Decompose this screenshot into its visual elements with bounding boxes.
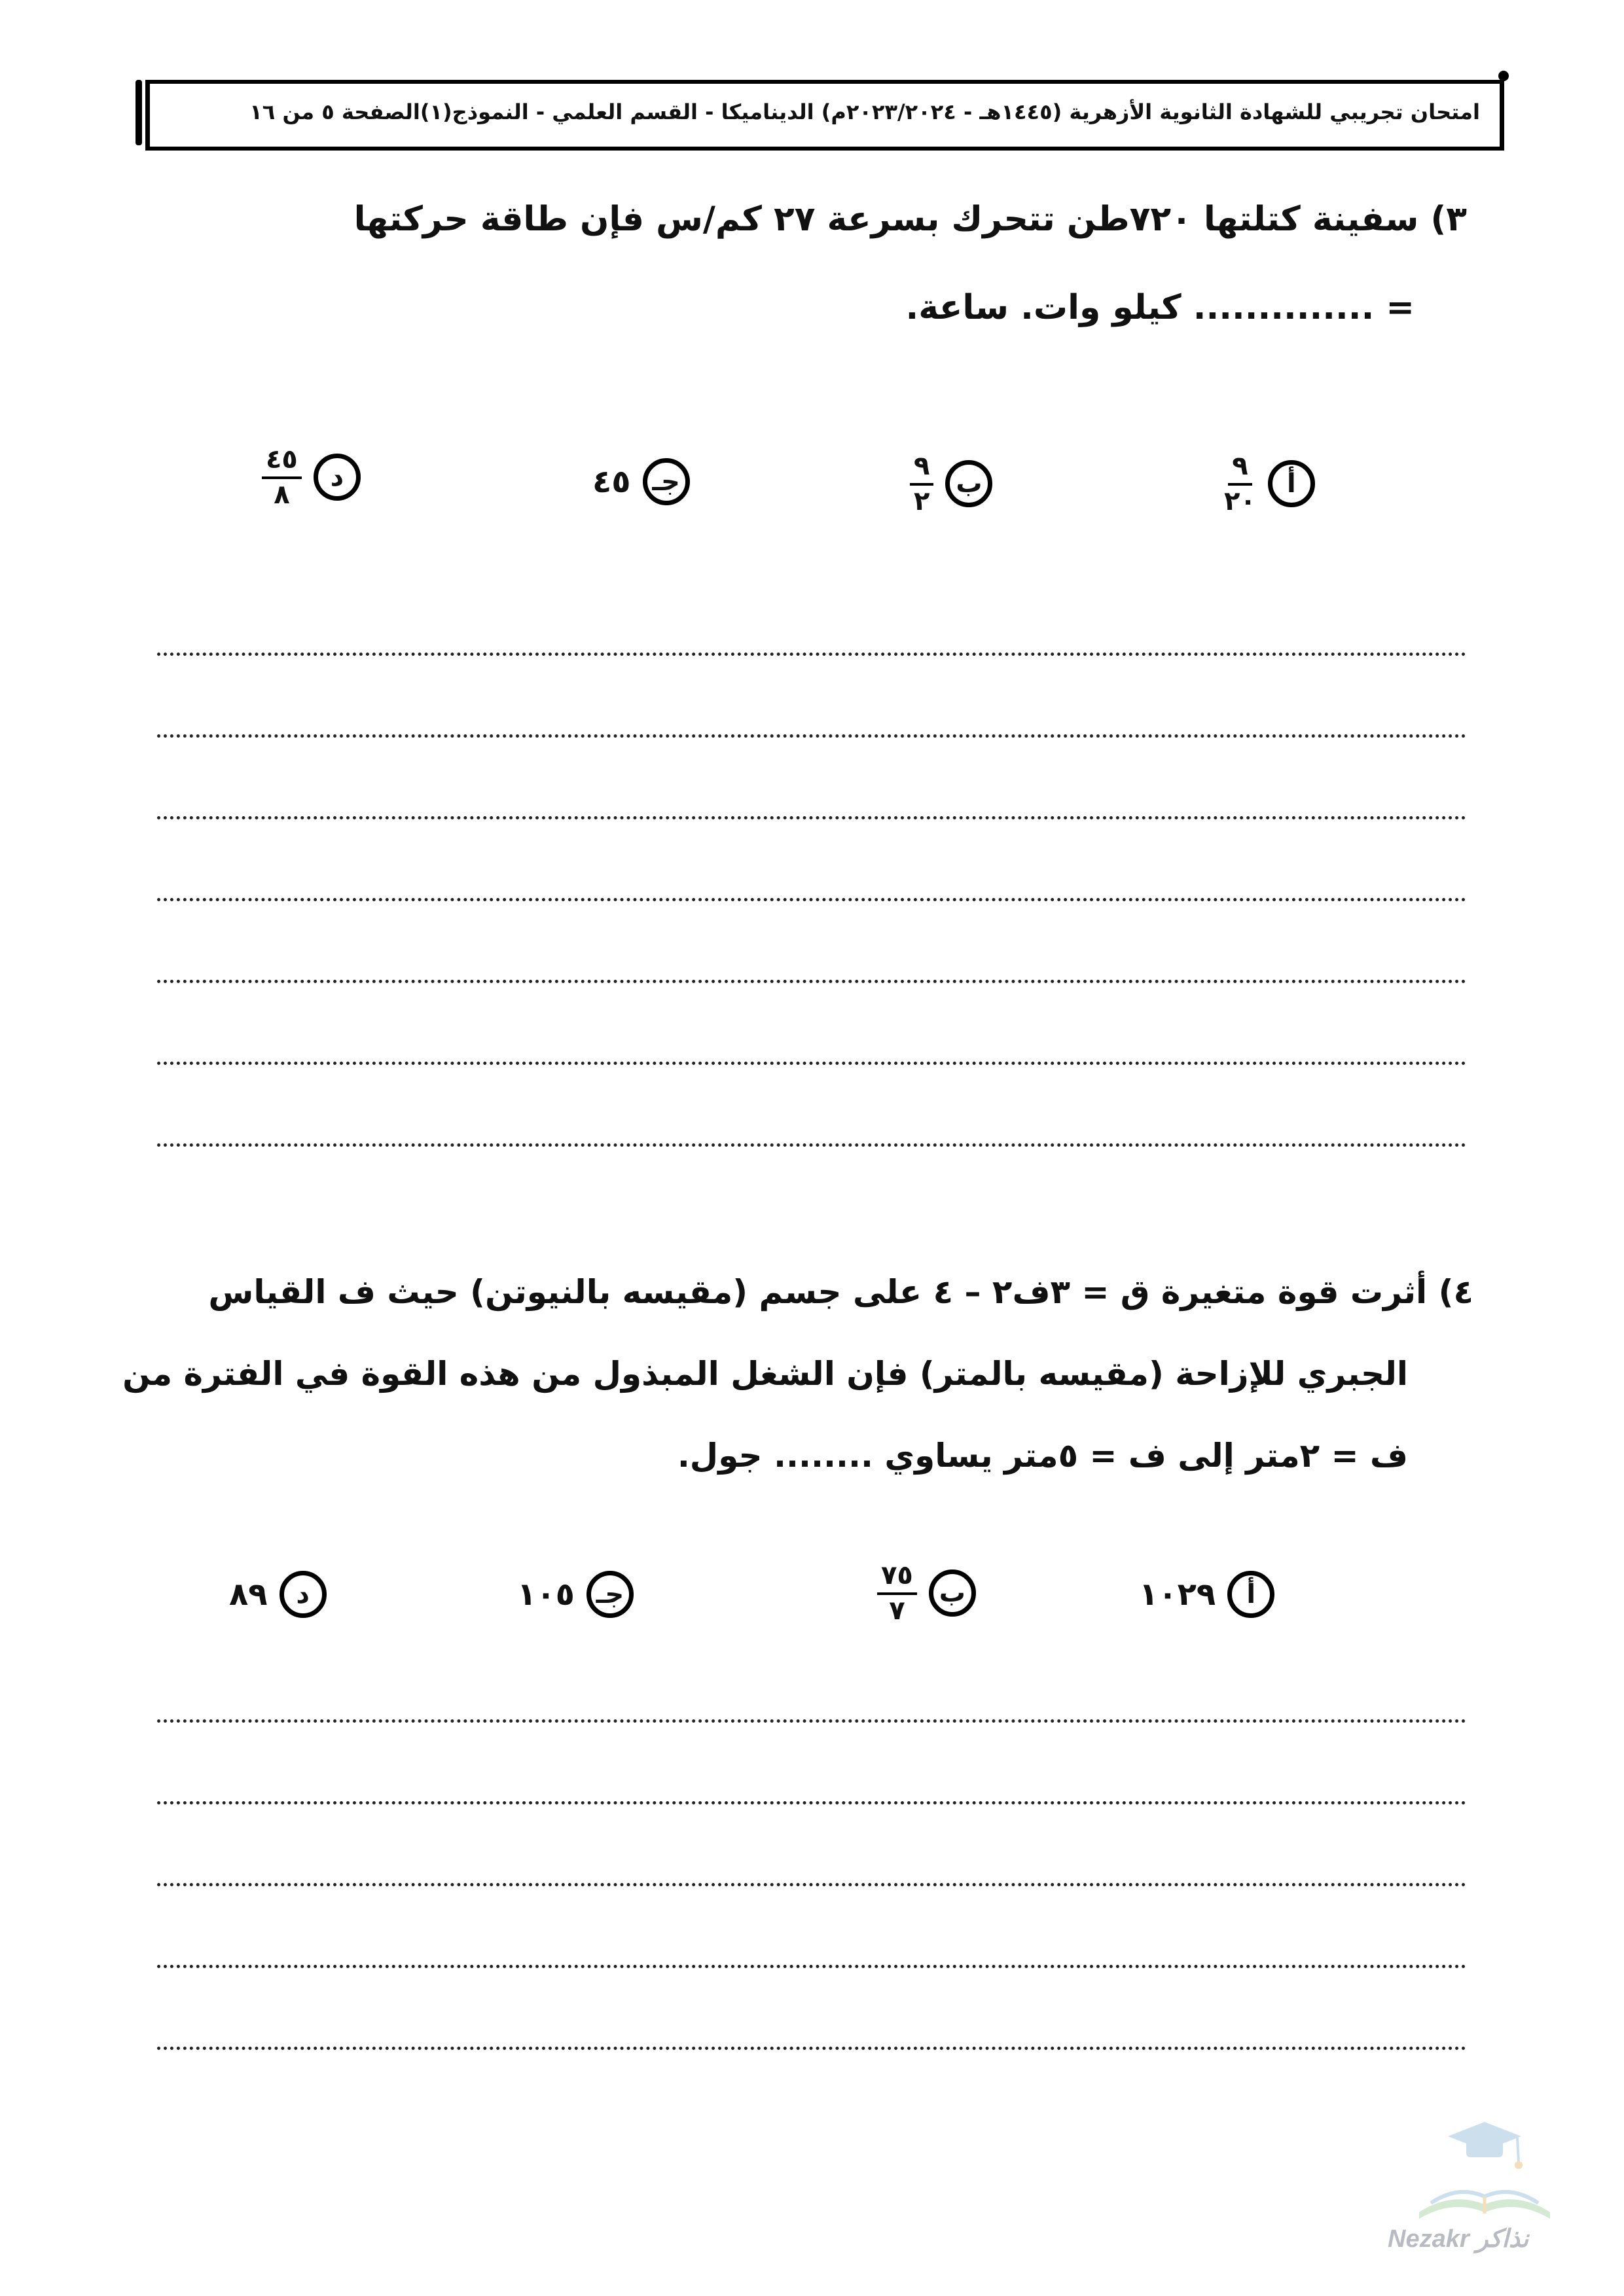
answer-line[interactable]	[157, 645, 1466, 656]
answer-line[interactable]	[157, 1054, 1466, 1065]
answer-line[interactable]	[157, 890, 1466, 901]
q3-option-a[interactable]	[1224, 452, 1315, 516]
q4-option-a[interactable]	[1139, 1571, 1274, 1618]
option-fraction: $\frac{٤٥}{٨}$	[262, 445, 302, 509]
option-letter-circle: ب	[929, 1570, 976, 1617]
option-letter-circle: جـ	[586, 1571, 634, 1618]
question-3-line-1: ٣) سفينة كتلتها ٧٢٠طن تتحرك بسرعة ٢٧ كم/س فإن طاقة حركتها	[353, 200, 1467, 239]
q4-option-b[interactable]	[877, 1561, 976, 1625]
option-value: ٤٥	[592, 463, 631, 500]
question-3-line-2: = .............. كيلو وات. ساعة.	[905, 288, 1415, 327]
q4-option-d[interactable]	[229, 1571, 327, 1618]
option-fraction: $\frac{٧٥}{٧}$	[877, 1561, 917, 1625]
q3-option-c[interactable]	[592, 458, 690, 505]
question-4-line-1: ٤) أثرت قوة متغيرة ق = ٣ف٢ – ٤ على جسم (مقيسه بالنيوتن) حيث ف القياس	[208, 1273, 1473, 1311]
watermark-text: Nezakr نذاكر	[1388, 2225, 1529, 2253]
q4-option-c[interactable]	[517, 1571, 634, 1618]
answer-line[interactable]	[157, 808, 1466, 819]
question-4-line-2: الجبري للإزاحة (مقيسه بالمتر) فإن الشغل المبذول من هذه القوة في الفترة من	[122, 1355, 1408, 1393]
question-4-line-3: ف = ٢متر إلى ف = ٥متر يساوي ........ جول.	[677, 1437, 1408, 1475]
option-fraction: $\frac{٩}{٢٠}$	[1224, 451, 1256, 516]
answer-line[interactable]	[157, 1875, 1466, 1886]
option-value: ١٠٢٩	[1139, 1576, 1216, 1613]
option-value: ٨٩	[229, 1576, 268, 1613]
q3-option-d[interactable]	[262, 445, 361, 509]
option-value: ١٠٥	[517, 1576, 575, 1613]
answer-line[interactable]	[157, 1136, 1466, 1147]
q3-option-b[interactable]	[910, 452, 992, 516]
option-letter-circle: أ	[1268, 460, 1315, 507]
option-letter-circle: د	[280, 1571, 327, 1618]
answer-line[interactable]	[157, 1957, 1466, 1968]
answer-line[interactable]	[157, 726, 1466, 738]
option-fraction: $\frac{٩}{٢}$	[910, 452, 933, 516]
answer-line[interactable]	[157, 972, 1466, 983]
page-header: امتحان تجريبي للشهادة الثانوية الأزهرية (١٤٤٥هـ - ٢٠٢٣/٢٠٢٤م) الديناميكا - القسم العلمي - النموذج(١)الصفحة ٥ من ١٦	[249, 99, 1480, 124]
option-letter-circle: أ	[1227, 1571, 1274, 1618]
answer-line[interactable]	[157, 2039, 1466, 2050]
answer-line[interactable]	[157, 1793, 1466, 1804]
option-letter-circle: د	[314, 454, 361, 501]
option-letter-circle: ب	[945, 460, 992, 507]
answer-line[interactable]	[157, 1712, 1466, 1723]
option-letter-circle: جـ	[643, 458, 690, 505]
